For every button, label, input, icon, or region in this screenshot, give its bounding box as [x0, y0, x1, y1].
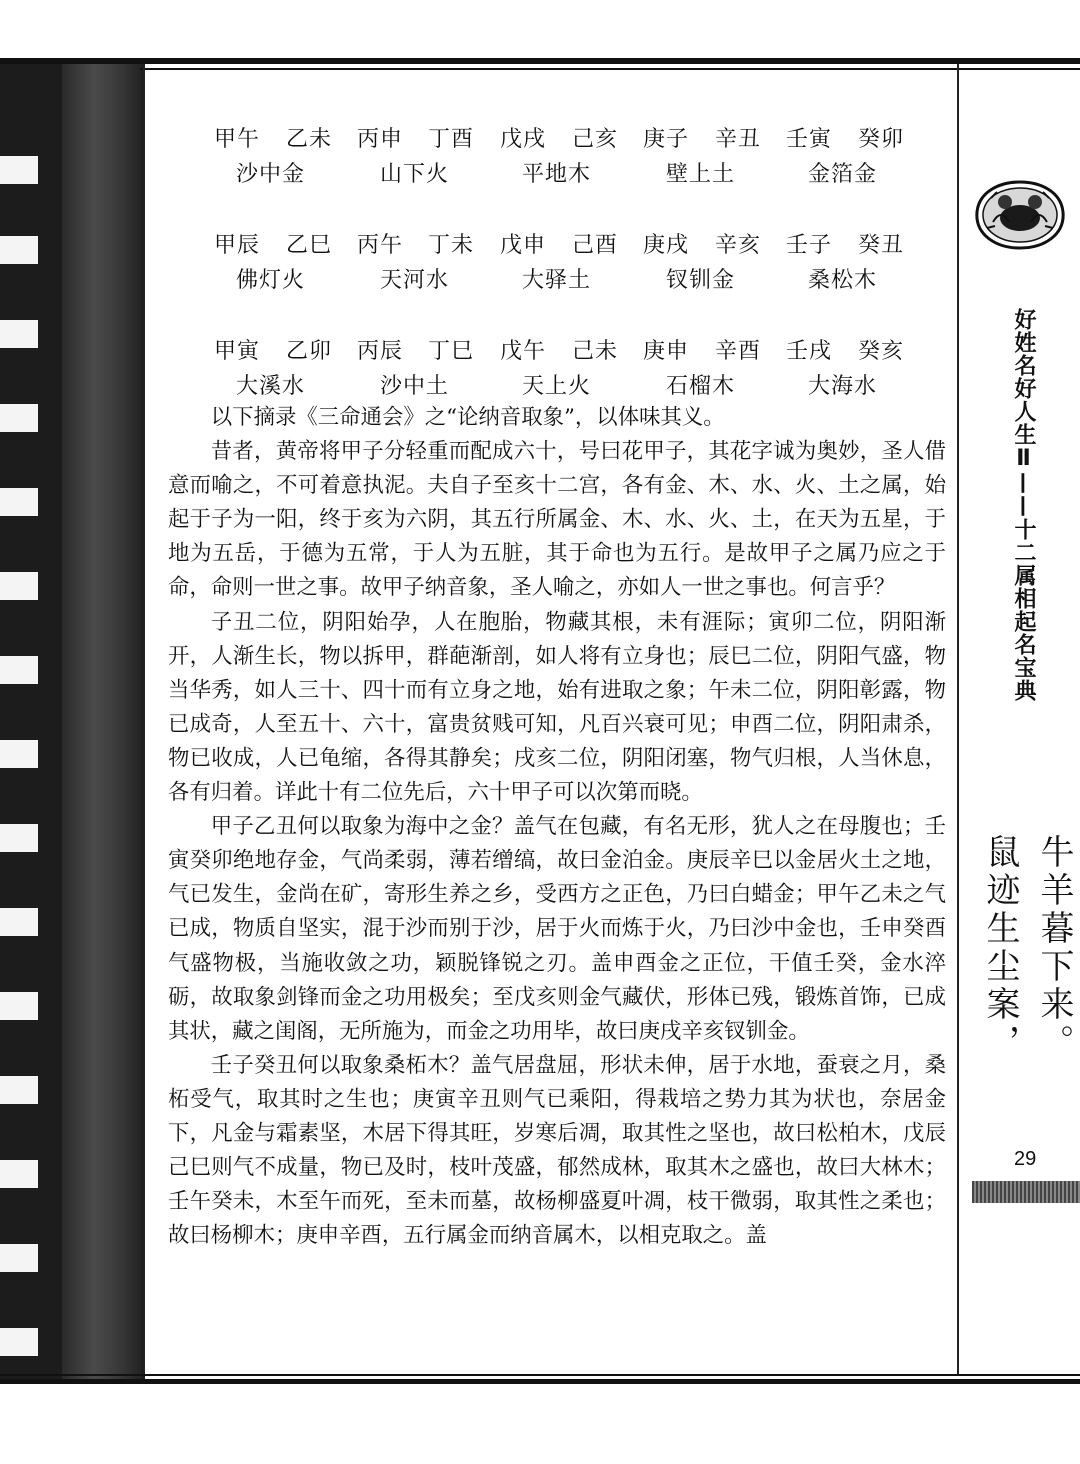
ganzhi-cell: 壬子 — [786, 233, 833, 258]
text-left-rule — [143, 64, 145, 1376]
ganzhi-cell: 甲午 — [214, 127, 261, 152]
film-notch — [0, 908, 38, 936]
nayin-name: 壁上土 — [666, 162, 736, 187]
ganzhi-cell: 乙卯 — [286, 339, 333, 364]
nayin-name: 平地木 — [522, 162, 592, 187]
page-number-bar — [972, 1181, 1080, 1203]
top-rule — [0, 58, 1080, 64]
ganzhi-cell: 辛亥 — [715, 233, 762, 258]
ganzhi-cell: 丁未 — [428, 233, 475, 258]
ganzhi-cell: 戊申 — [500, 233, 547, 258]
ganzhi-cell: 辛酉 — [715, 339, 762, 364]
nayin-name: 沙中金 — [236, 162, 306, 187]
body-text — [168, 401, 946, 1253]
film-notch — [0, 656, 38, 684]
ganzhi-cell: 甲寅 — [214, 339, 261, 364]
film-notch — [0, 572, 38, 600]
paragraph: 壬子癸丑何以取象桑柘木？盖气居盘屈，形状未伸，居于水地，蚕衰之月，桑柘受气，取其时之生也；庚寅辛丑则气已乘阳，得栽培之势力其为状也，奈居金下，凡金与霜素坚，木居下得其旺，岁寒后凋，取其性之坚也，故曰松柏木，戊辰己巳则气不成量，物已及时，枝叶茂盛，郁然成林，取其木之盛也，故曰大林木；壬午癸未，木至午而死，至未而墓，故杨柳盛夏叶凋，枝干微弱，取其性之柔也；故曰杨柳木；庚申辛酉，五行属金而纳音属木，以相克取之。盖 — [168, 1052, 946, 1249]
nayin-name: 沙中土 — [380, 374, 450, 399]
film-notch — [0, 1244, 38, 1272]
ganzhi-cell: 丙辰 — [357, 339, 404, 364]
ganzhi-cell: 甲辰 — [214, 233, 261, 258]
zodiac-emblem-icon — [971, 178, 1069, 252]
film-notch — [0, 1160, 38, 1188]
paragraph: 子丑二位，阴阳始孕，人在胞胎，物藏其根，未有涯际；寅卯二位，阴阳渐开，人渐生长，物以拆甲，群葩渐剖，如人将有立身也；辰巳二位，阴阳气盛，物当华秀，如人三十、四十而有立身之地，始有进取之象；午未二位，阴阳彰露，物已成奇，人至五十、六十，富贵贫贱可知，凡百兴衰可见；申酉二位，阴阳肃杀，物已收成，人已龟缩，各得其静矣；戌亥二位，阴阳闭塞，物气归根，人当休息，各有归着。详此十有二位先后，六十甲子可以次第而晓。 — [168, 609, 946, 806]
nayin-name: 大溪水 — [236, 374, 306, 399]
nayin-name: 石榴木 — [666, 374, 736, 399]
ganzhi-cell: 乙巳 — [286, 233, 333, 258]
film-notch — [0, 1076, 38, 1104]
ganzhi-cell: 己亥 — [572, 127, 619, 152]
page-number: 29 — [1014, 1148, 1037, 1170]
poem-line: 鼠迹生尘案， — [980, 834, 1020, 1062]
film-notch — [0, 740, 38, 768]
film-notch — [0, 488, 38, 516]
ganzhi-cell: 壬寅 — [786, 127, 833, 152]
book-title: 好姓名好人生Ⅱ——十二属相起名宝典 — [1011, 308, 1036, 702]
film-notch — [0, 824, 38, 852]
bottom-rule-thin — [0, 1374, 1080, 1376]
film-notch — [0, 320, 38, 348]
film-notch — [0, 236, 38, 264]
nayin-name: 山下火 — [380, 162, 450, 187]
ganzhi-cell: 庚申 — [643, 339, 690, 364]
paragraph: 以下摘录《三命通会》之“论纳音取象”，以体味其义。 — [210, 405, 725, 430]
top-rule-thin — [140, 68, 1080, 70]
ganzhi-cell: 庚戌 — [643, 233, 690, 258]
ganzhi-cell: 戊戌 — [500, 127, 547, 152]
ganzhi-cell: 己未 — [572, 339, 619, 364]
ganzhi-cell: 辛丑 — [715, 127, 762, 152]
ganzhi-cell: 己酉 — [572, 233, 619, 258]
film-notch — [0, 156, 38, 184]
bottom-rule — [0, 1379, 1080, 1384]
nayin-name: 金箔金 — [808, 162, 878, 187]
poem-line: 牛羊暮下来。 — [1034, 834, 1074, 1062]
ganzhi-cell: 戊午 — [500, 339, 547, 364]
film-notch — [0, 992, 38, 1020]
film-notch — [0, 404, 38, 432]
ganzhi-cell: 丙午 — [357, 233, 404, 258]
nayin-name: 大驿土 — [522, 268, 592, 293]
ganzhi-cell: 乙未 — [286, 127, 333, 152]
ganzhi-cell: 庚子 — [643, 127, 690, 152]
paragraph: 昔者，黄帝将甲子分轻重而配成六十，号曰花甲子，其花字诚为奥妙，圣人借意而喻之，不可着意执泥。夫自子至亥十二宫，各有金、木、水、火、土之属，始起于子为一阳，终于亥为六阴，其五行所属金、木、水、火、土，在天为五星，于地为五岳，于德为五常，于人为五脏，其于命也为五行。是故甲子之属乃应之于命，命则一世之事。故甲子纳音象，圣人喻之，亦如人一世之事也。何言乎？ — [168, 439, 946, 601]
binding-texture — [62, 58, 142, 1383]
nayin-name: 佛灯火 — [236, 268, 306, 293]
nayin-name: 天上火 — [522, 374, 592, 399]
ganzhi-cell: 丁酉 — [428, 127, 475, 152]
binding-edge — [0, 58, 145, 1383]
ganzhi-cell: 丁巳 — [428, 339, 475, 364]
nayin-name: 钗钏金 — [666, 268, 736, 293]
nayin-name: 桑松木 — [808, 268, 878, 293]
ganzhi-cell: 丙申 — [357, 127, 404, 152]
ganzhi-cell: 癸卯 — [858, 127, 905, 152]
ganzhi-cell: 癸亥 — [858, 339, 905, 364]
paragraph: 甲子乙丑何以取象为海中之金？盖气在包藏，有名无形，犹人之在母腹也；壬寅癸卯绝地存金，气尚柔弱，薄若缯缟，故曰金泊金。庚辰辛巳以金居火土之地，气已发生，金尚在矿，寄形生养之乡，受西方之正色，乃曰白蜡金；甲午乙未之气已成，物质自坚实，混于沙而别于沙，居于火而炼于火，乃曰沙中金也，壬申癸酉气盛物极，当施收敛之功，颖脱锋锐之刃。盖申酉金之正位，干值壬癸，金水淬砺，故取象剑锋而金之功用极矣；至戊亥则金气藏伏，形体已残，锻炼首饰，已成其状，藏之闺阁，无所施为，而金之功用毕，故曰庚戌辛亥钗钏金。 — [168, 814, 946, 1044]
ganzhi-cell: 癸丑 — [858, 233, 905, 258]
sidebar-rule — [957, 64, 959, 1376]
nayin-name: 天河水 — [380, 268, 450, 293]
ganzhi-cell: 壬戌 — [786, 339, 833, 364]
film-notch — [0, 1328, 38, 1356]
nayin-name: 大海水 — [808, 374, 878, 399]
